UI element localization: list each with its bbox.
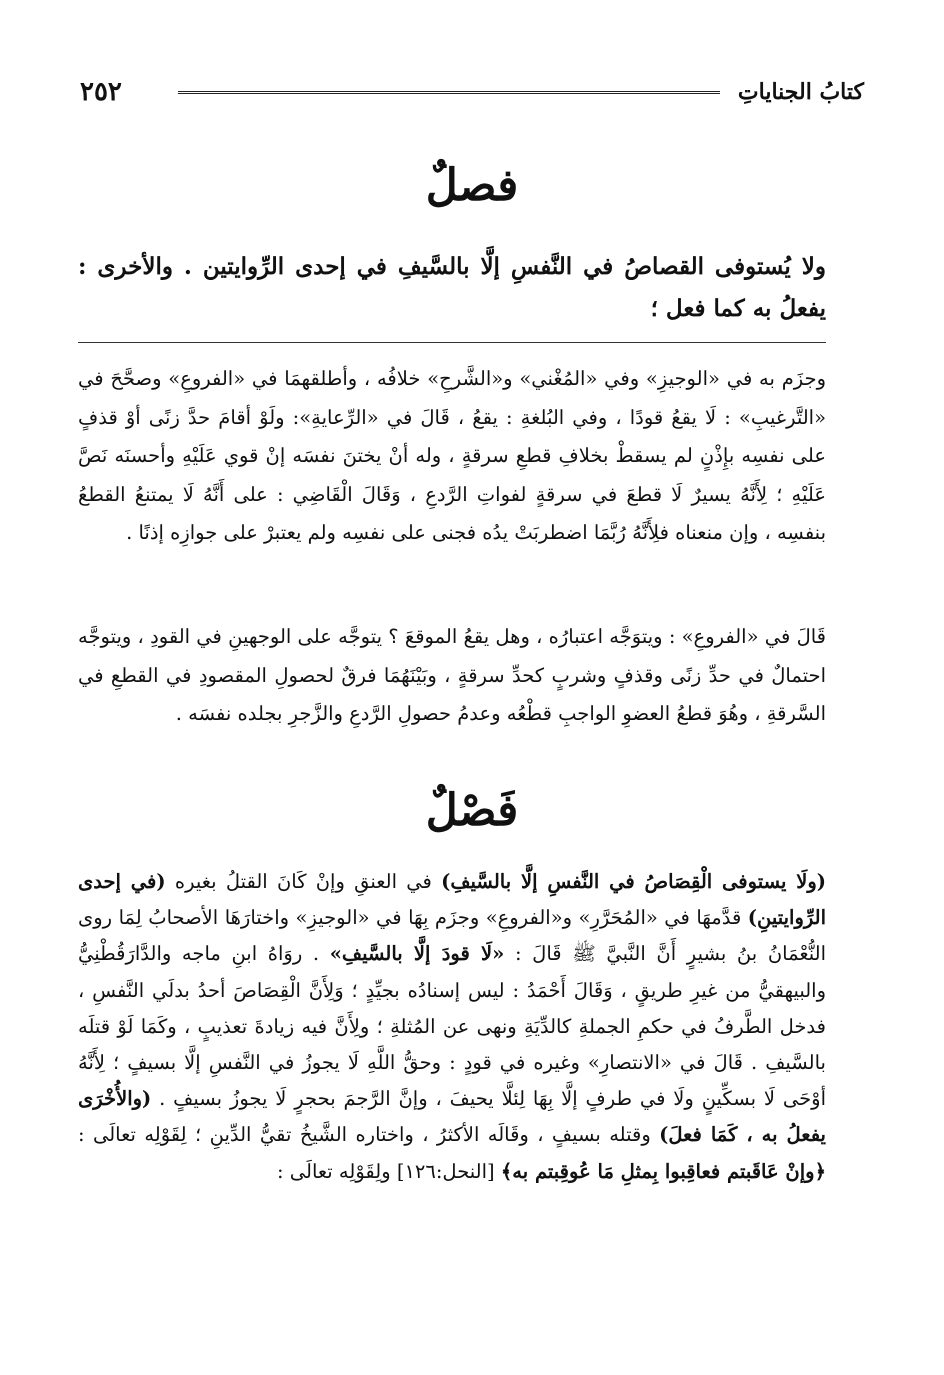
matn-divider	[78, 342, 826, 343]
sharh-text: قدَّمهَا في «المُحَرَّرِ» و«الفروعِ» وجزَم بِهَا في «الوجيزِ» واختارَهَا الأصحابُ لِمَا روى النُّعْمَانُ بنُ بشيرٍ أَنَّ النَّبيَّ ﷺ قَالَ :	[78, 906, 826, 966]
section-title-2: فَصْلٌ	[425, 785, 519, 836]
page-number: ٢٥٢	[80, 77, 122, 107]
header-rule	[178, 91, 720, 94]
page-header	[80, 72, 864, 112]
running-title: كتابُ الجناياتِ	[737, 79, 864, 105]
sharh-text: في العنقِ وإنْ كَانَ القتلُ بغيره	[165, 870, 442, 893]
sharh-text: . روَاهُ ابنِ ماجه والدَّارَقُطْنِيُّ والبيهقيُّ من غيرِ طريقٍ ، وَقَالَ أَحْمَدُ : ليس إسنادُه بجيِّدٍ ؛ وَلِأَنَّ الْقِصَاصَ أحدُ بدلَي النَّفسِ ، فدخل الطَّرفُ في حكمِ الجملةِ كالدِّيَةِ ونهى عن المُثلةِ ؛ ولِأَنَّ فيه زيادةَ تعذيبٍ ، وكَمَا لَوْ قتلَه بالسَّيفِ . قَالَ في «الانتصارِ» وغيره في قودٍ : وحقُّ اللَّهِ لَا يجوزُ في النَّفسِ إلَّا بسيفٍ ؛ لِأَنَّهُ أوْحَى لَا بسكِّينٍ ولَا في طرفٍ إلَّا بِهَا لِئلَّا يحيفَ ، وإنَّ الرَّجمَ بحجرٍ لَا يجوزُ بسيفٍ .	[78, 942, 826, 1111]
matn-quote: (في إحدى الرِّوايتينِ)	[78, 870, 826, 930]
section-title-1: فصلٌ	[425, 160, 519, 211]
matn-quote: (والأُخْرَى يفعلُ به ، كَمَا فعلَ)	[78, 1087, 826, 1147]
matn-text: ولا يُستوفى القصاصُ في النَّفسِ إلَّا بالسَّيفِ في إحدى الرِّوايتين . والأخرى : يفعلُ به كما فعل ؛	[78, 253, 826, 322]
sharh-paragraph	[78, 864, 826, 1190]
matn-quote: (ولَا يستوفى الْقِصَاصُ في النَّفسِ إلَّا بالسَّيفِ)	[441, 870, 827, 893]
sharh-text: وقتله بسيفٍ ، وقَالَه الأكثرُ ، واختاره الشَّيخُ تقيُّ الدِّينِ ؛ لِقَوْلِه تعالَى :	[78, 1123, 660, 1147]
commentary-paragraph-2: قَالَ في «الفروعِ» : ويتوَجَّه اعتبارُه ، وهل يقعُ الموقعَ ؟ يتوجَّه على الوجهينِ في القودِ ، ويتوجَّه احتمالٌ في حدِّ زنًى وقذفٍ وشربٍ كحدِّ سرقةٍ ، وبَيْنَهُمَا فرقٌ لحصولِ المقصودِ في القطعِ في السَّرقةِ ، وهُوَ قطعُ العضوِ الواجبِ قطْعُه وعدمُ حصولِ الرَّدعِ والزَّجرِ بجلده نفسَه .	[78, 625, 826, 725]
quran-verse: ﴿وإنْ عَاقَبتم فعاقِبوا بِمثلِ مَا عُوقِبتم به﴾	[500, 1159, 826, 1183]
hadith-text: «لَا قودَ إلَّا بالسَّيفِ»	[329, 942, 505, 966]
commentary-paragraph-1: وجزَم به في «الوجيزِ» وفي «المُغْني» و«الشَّرحِ» خلافُه ، وأطلقهمَا في «الفروعِ» وصحَّحَ في «التَّرغيبِ» : لَا يقعُ قودًا ، وفي البُلغةِ : يقعُ ، قَالَ في «الرِّعايةِ»: ولَوْ أقامَ حدَّ زنًى أوْ قذفٍ على نفسِه بإِذْنٍ لم يسقطْ بخلافِ قطعِ سرقةٍ ، وله أنْ يختنَ نفسَه إنْ قوي عَلَيْهِ وأحسنَه نَصَّ عَلَيْهِ ؛ لِأَنَّهُ يسيرٌ لَا قطعَ في سرقةٍ لفواتِ الرَّدعِ ، وَقَالَ الْقَاضِي : على أَنَّهُ لَا يمتنعُ القطعُ بنفسِه ، وإن منعناه فلِأَنَّهُ رُبَّمَا اضطربَتْ يدُه فجنى على نفسِه ولم يعتبرْ على جوازِه إذنًا .	[78, 367, 826, 544]
verse-reference: [النحل:١٢٦] ولِقَوْلِه تعالَى :	[277, 1159, 501, 1183]
